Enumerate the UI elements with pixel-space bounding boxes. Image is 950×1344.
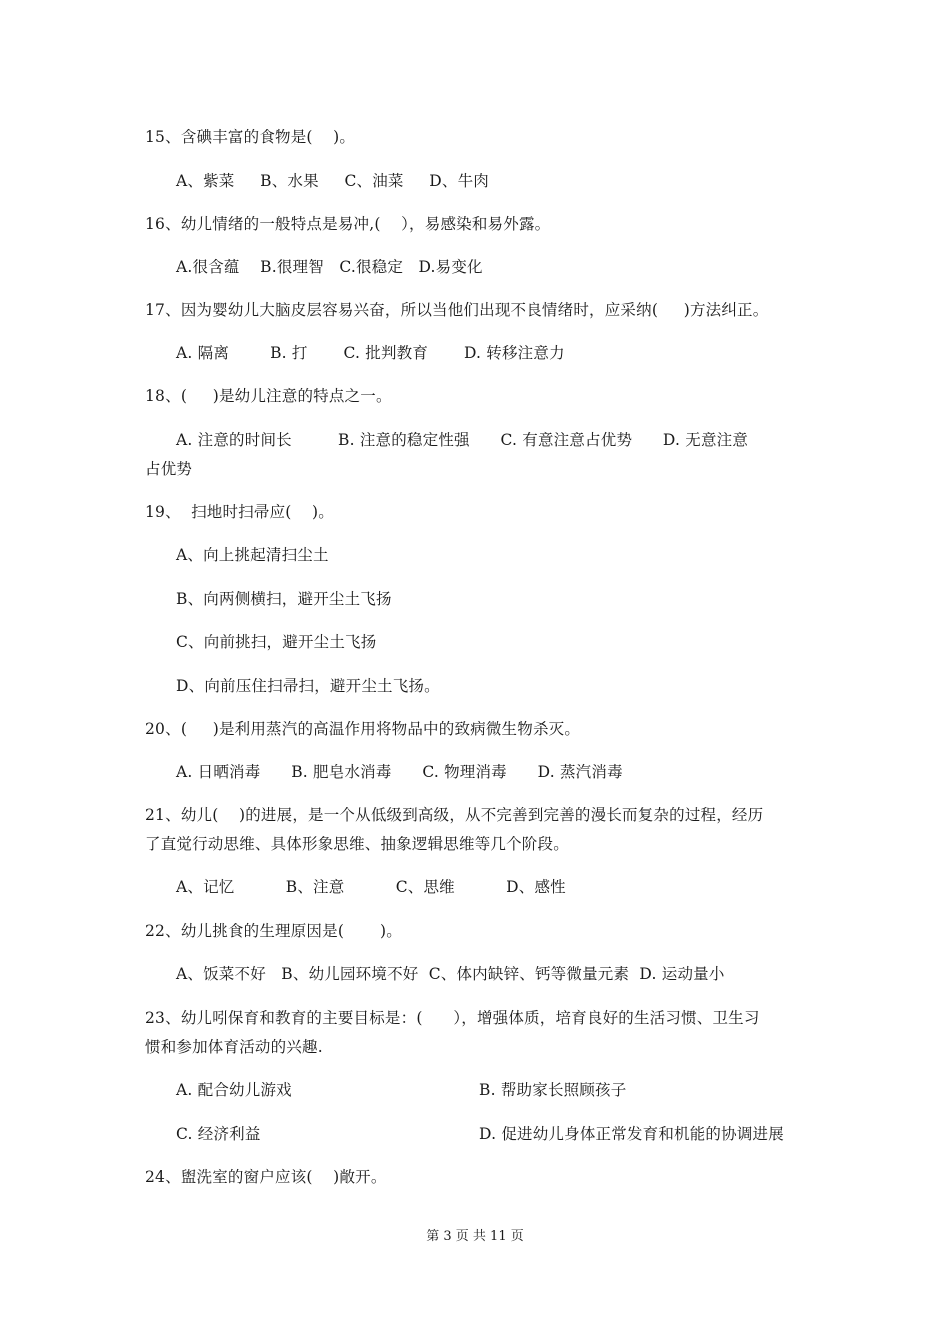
question-20-options: A. 日晒消毒 B. 肥皂水消毒 C. 物理消毒 D. 蒸汽消毒 [176,763,623,781]
question-19-option-d: D、向前压住扫帚扫，避开尘土飞扬。 [176,677,440,695]
question-23-option-d: D. 促进幼儿身体正常发育和机能的协调进展 [479,1125,784,1143]
question-23-stem-continued: 惯和参加体育活动的兴趣. [145,1038,323,1056]
question-21-options: A、记忆 B、注意 C、思维 D、感性 [176,878,566,896]
question-19-stem: 19、 扫地时扫帚应( )。 [145,503,334,521]
question-18-options: A. 注意的时间长 B. 注意的稳定性强 C. 有意注意占优势 D. 无意注意 [176,431,749,449]
question-17-stem: 17、因为婴幼儿大脑皮层容易兴奋，所以当他们出现不良情绪时，应采纳( )方法纠正。 [145,301,769,319]
question-23-option-c: C. 经济利益 [176,1125,261,1143]
question-21-stem: 21、幼儿( )的进展，是一个从低级到高级，从不完善到完善的漫长而复杂的过程，经历 [145,806,764,824]
question-15-stem: 15、含碘丰富的食物是( )。 [145,128,356,146]
question-18-options-continued: 占优势 [145,460,193,478]
question-19-option-c: C、向前挑扫，避开尘土飞扬 [176,633,377,651]
question-21-stem-continued: 了直觉行动思维、具体形象思维、抽象逻辑思维等几个阶段。 [145,835,569,853]
question-16-options: A.很含蕴 B.很理智 C.很稳定 D.易变化 [176,258,483,276]
question-23-stem: 23、幼儿吲保育和教育的主要目标是：( ），增强体质，培育良好的生活习惯、卫生习 [145,1009,760,1027]
question-22-options: A、饭菜不好 B、幼儿园环境不好 C、体内缺锌、钙等微量元素 D. 运动量小 [176,965,725,983]
question-22-stem: 22、幼儿挑食的生理原因是( )。 [145,922,402,940]
question-24-stem: 24、盥洗室的窗户应该( )敞开。 [145,1168,387,1186]
page-footer: 第 3 页 共 11 页 [426,1229,524,1244]
question-19-option-b: B、向两侧横扫，避开尘土飞扬 [176,590,392,608]
question-18-stem: 18、( )是幼儿注意的特点之一。 [145,387,392,405]
question-15-options: A、紫菜 B、水果 C、油菜 D、牛肉 [176,172,489,190]
question-20-stem: 20、( )是利用蒸汽的高温作用将物品中的致病微生物杀灭。 [145,720,581,738]
question-17-options: A. 隔离 B. 打 C. 批判教育 D. 转移注意力 [176,344,565,362]
question-16-stem: 16、幼儿情绪的一般特点是易冲,( ），易感染和易外露。 [145,215,551,233]
question-23-option-b: B. 帮助家长照顾孩子 [479,1081,627,1099]
question-23-option-a: A. 配合幼儿游戏 [176,1081,292,1099]
question-19-option-a: A、向上挑起清扫尘土 [176,546,329,564]
